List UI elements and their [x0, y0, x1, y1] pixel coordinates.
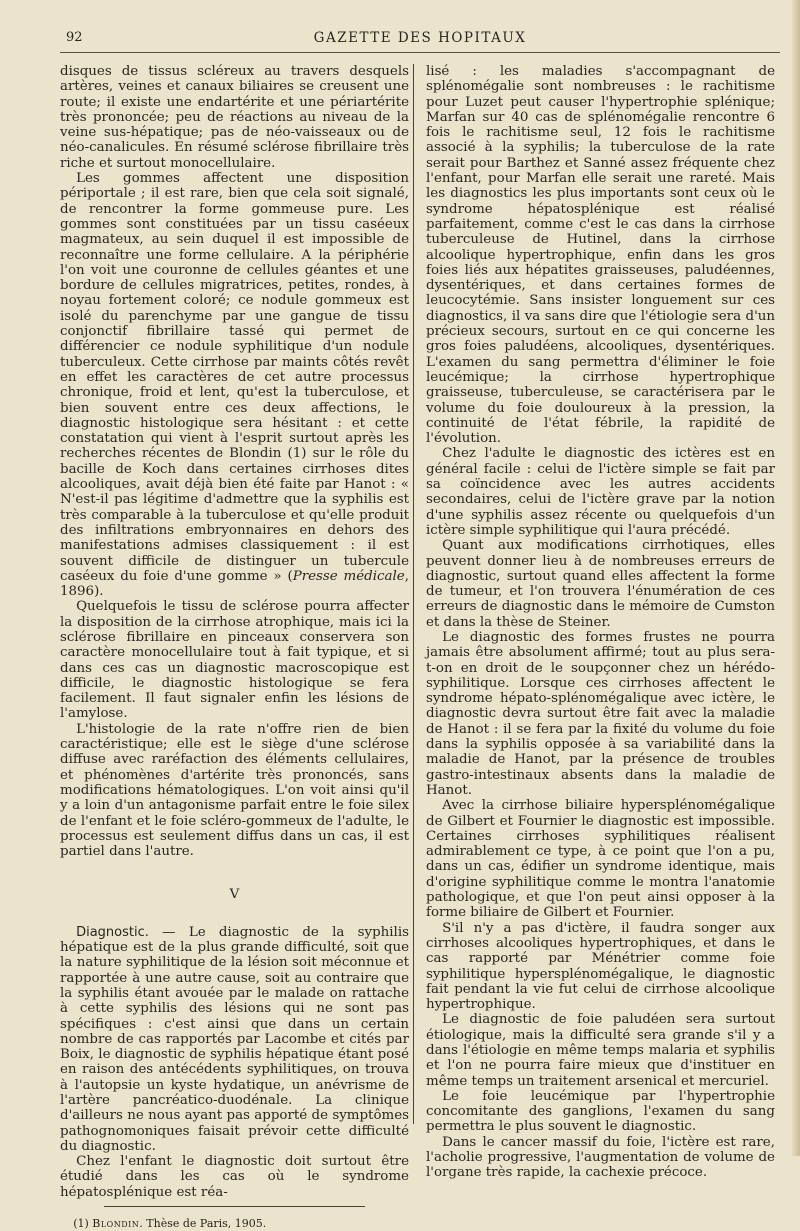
paragraph: Avec la cirrhose biliaire hypersplénomégalique de Gilbert et Fournier le diagnostic est impossible. Certaines cirrhoses syphilitiques réalisent admirablement ce type, à ce point que l'on a pu, dans un cas, édifier un syndrome identique, mais d'origine syphilitique comme le montra l'anatomie pathologique, et que l'on peut ainsi opposer à la forme biliaire de Gilbert et Fournier. — [426, 798, 775, 921]
paragraph — [60, 925, 409, 1154]
footnote-text: . Thèse de Paris, 1905. — [139, 1217, 267, 1231]
paragraph: L'histologie de la rate n'offre rien de bien caractéristique; elle est le siège d'une sclérose diffuse avec raréfaction des éléments cellulaires, et phénomènes d'artérite très prononcés, sans modifications hématologiques. L'on voit ainsi qu'il y a loin d'un antagonisme parfait entre le foie silex de l'enfant et le foie scléro-gommeux de l'adulte, le processus est seulement diffus dans un cas, il est partiel dans l'autre. — [60, 721, 409, 860]
paragraph-text: Les gommes affectent une disposition périportale ; il est rare, bien que cela soit signalé, de rencontrer la forme gommeuse pure. Les gommes sont constituées par un tissu caséeux magmateux, au sein duquel il est impossible de reconnaître une forme cellulaire. A la périphérie l'on voit une couronne de cellules géantes et une bordure de cellules migratrices, petites, rondes, à noyau fortement coloré; ce nodule gommeux est isolé du parenchyme par une gangue de tissu conjonctif fibrillaire tassé qui permet de différencier ce nodule syphilitique d'un nodule tuberculeux. Cette cirrhose par maints côtés revêt en effet les caractères de cet autre processus chronique, froid et lent, qu'est la tuberculose, et bien souvent entre ces deux affections, le diagnostic histologique sera hésitant : et cette constatation qui vient à l'esprit surtout après les recherches récentes de Blondin (1) sur le rôle du bacille de Koch dans certaines cirrhoses dites alcooliques, avait déjà bien été faite par Hanot : « N'est-il pas légitime d'admettre que la syphilis est très comparable à la tuberculose et qu'elle produit des infiltrations embryonnaires en dehors des manifestations admises classiquement : il est souvent difficile de distinguer un tubercule caséeux du foie d'une gomme » ( — [60, 171, 409, 584]
paragraph: Chez l'enfant le diagnostic doit surtout être étudié dans les cas où le syndrome hépatosplénique est réa- — [60, 1154, 409, 1200]
citation: Presse médicale — [292, 568, 405, 584]
paragraph: Dans le cancer massif du foie, l'ictère est rare, l'acholie progressive, l'augmentation de volume de l'organe très rapide, la cachexie précoce. — [426, 1134, 775, 1181]
paragraph: Quelquefois le tissu de sclérose pourra affecter la disposition de la cirrhose atrophique, mais ici la sclérose fibrillaire en pinceaux conservera son caractère monocellulaire tout à fait typique, et si dans ces cas un diagnostic macroscopique est difficile, le diagnostic histologique se fera facilement. Il faut signaler enfin les lésions de l'amylose. — [60, 599, 409, 722]
run-in-heading: Diagnostic. — [76, 924, 149, 940]
section-heading: V — [229, 887, 240, 903]
right-column — [426, 64, 775, 1181]
footnote — [60, 1217, 409, 1231]
paragraph — [60, 171, 409, 599]
left-column — [60, 64, 409, 1231]
paragraph: disques de tissus scléreux au travers desquels artères, veines et canaux biliaires se creusent une route; il existe une endartérite et une périartérite très prononcée; peu de réactions au niveau de la veine sus-hépatique; pas de néo-vaisseaux ou de néo-canalicules. En résumé sclérose fibrillaire très riche et surtout monocellulaire. — [60, 64, 409, 171]
paragraph: S'il n'y a pas d'ictère, il faudra songer aux cirrhoses alcooliques hypertrophiques, et dans le cas rapporté par Ménétrier comme foie syphilitique hypersplénomégalique, le diagnostic fait pendant la vie fut celui de cirrhose alcoolique hypertrophique. — [426, 920, 775, 1013]
paragraph: Le diagnostic de foie paludéen sera surtout étiologique, mais la difficulté sera grande s'il y a dans l'étiologie en même temps malaria et syphilis et l'on ne pourra faire mieux que d'instituer en même temps un traitement arsenical et mercuriel. — [426, 1012, 775, 1089]
page-number: 92 — [66, 30, 83, 45]
paragraph: Chez l'adulte le diagnostic des ictères est en général facile : celui de l'ictère simple se fait par sa coïncidence avec les autres accidents secondaires, celui de l'ictère grave par la notion d'une syphilis assez récente ou quelquefois d'un ictère simple syphilitique qui l'aura précédé. — [426, 446, 775, 538]
page-edge-shadow — [792, 0, 800, 1156]
paragraph: Quant aux modifications cirrhotiques, elles peuvent donner lieu à de nombreuses erreurs de diagnostic, surtout quand elles affectent la forme de tumeur, et l'on trouvera l'énumération de ces erreurs de diagnostic dans le mémoire de Cumston et dans la thèse de Steiner. — [426, 538, 775, 630]
page-header — [60, 30, 780, 53]
paragraph-text: , 1896). — [60, 568, 409, 600]
paragraph-text: — Le diagnostic de la syphilis hépatique est de la plus grande difficulté, soit que la nature syphilitique de la lésion soit méconnue et rapportée à une autre cause, soit au contraire que la syphilis étant avouée par le malade on rattache à cette syphilis des lésions qui ne sont pas spécifiques : c'est ainsi que dans un certain nombre de cas rapportés par Lacombe et cités par Boix, le diagnostic de syphilis hépatique étant posé en raison des antécédents syphilitiques, on trouva à l'autopsie un kyste hydatique, un anévrisme de l'artère pancréatico-duodénale. La clinique d'ailleurs ne nous ayant pas apporté de symptômes pathognomoniques faisait prévoir cette difficulté du diagnostic. — [60, 924, 409, 1154]
footnote-author: Blondin — [92, 1217, 140, 1231]
footnote-marker: (1) — [73, 1217, 93, 1231]
journal-title: GAZETTE DES HOPITAUX — [313, 30, 527, 46]
paragraph: Le diagnostic des formes frustes ne pourra jamais être absolument affirmé; tout au plus sera-t-on en droit de le soupçonner chez un hérédo-syphilitique. Lorsque ces cirrhoses affectent le syndrome hépato-splénomégalique avec ictère, le diagnostic devra surtout être fait avec la maladie de Hanot : il se fera par la fixité du volume du foie dans la syphilis opposée à sa variabilité dans la maladie de Hanot, par la présence de troubles gastro-intestinaux absents dans la maladie de Hanot. — [426, 629, 775, 798]
footnote-rule — [104, 1206, 366, 1207]
paragraph: Le foie leucémique par l'hypertrophie concomitante des ganglions, l'examen du sang permettra le plus souvent le diagnostic. — [426, 1088, 775, 1135]
paragraph: lisé : les maladies s'accompagnant de splénomégalie sont nombreuses : le rachitisme pour Luzet peut causer l'hypertrophie splénique; Marfan sur 40 cas de splénomégalie rencontre 6 fois le rachitisme seul, 12 fois le rachitisme associé à la syphilis; la tuberculose de la rate serait pour Barthez et Sanné assez fréquente chez l'enfant, pour Marfan elle serait une rareté. Mais les diagnostics les plus importants sont ceux où le syndrome hépatosplénique est réalisé parfaitement, comme c'est le cas dans la cirrhose tuberculeuse de Hutinel, dans la cirrhose alcoolique hypertrophique, enfin dans les gros foies liés aux hépatites graisseuses, paludéennes, dysentériques, et dans certaines formes de leucocytémie. Sans insister longuement sur ces diagnostics, il va sans dire que l'étiologie sera d'un précieux secours, surtout en ce qui concerne les gros foies paludéens, alcooliques, dysentériques. L'examen du sang permettra d'éliminer le foie leucémique; la cirrhose hypertrophique graisseuse, tuberculeuse, se caractérisera par le volume du foie douloureux à la pression, la continuité de l'état fébrile, la rapidité de l'évolution. — [426, 64, 775, 447]
column-divider — [413, 64, 414, 1124]
